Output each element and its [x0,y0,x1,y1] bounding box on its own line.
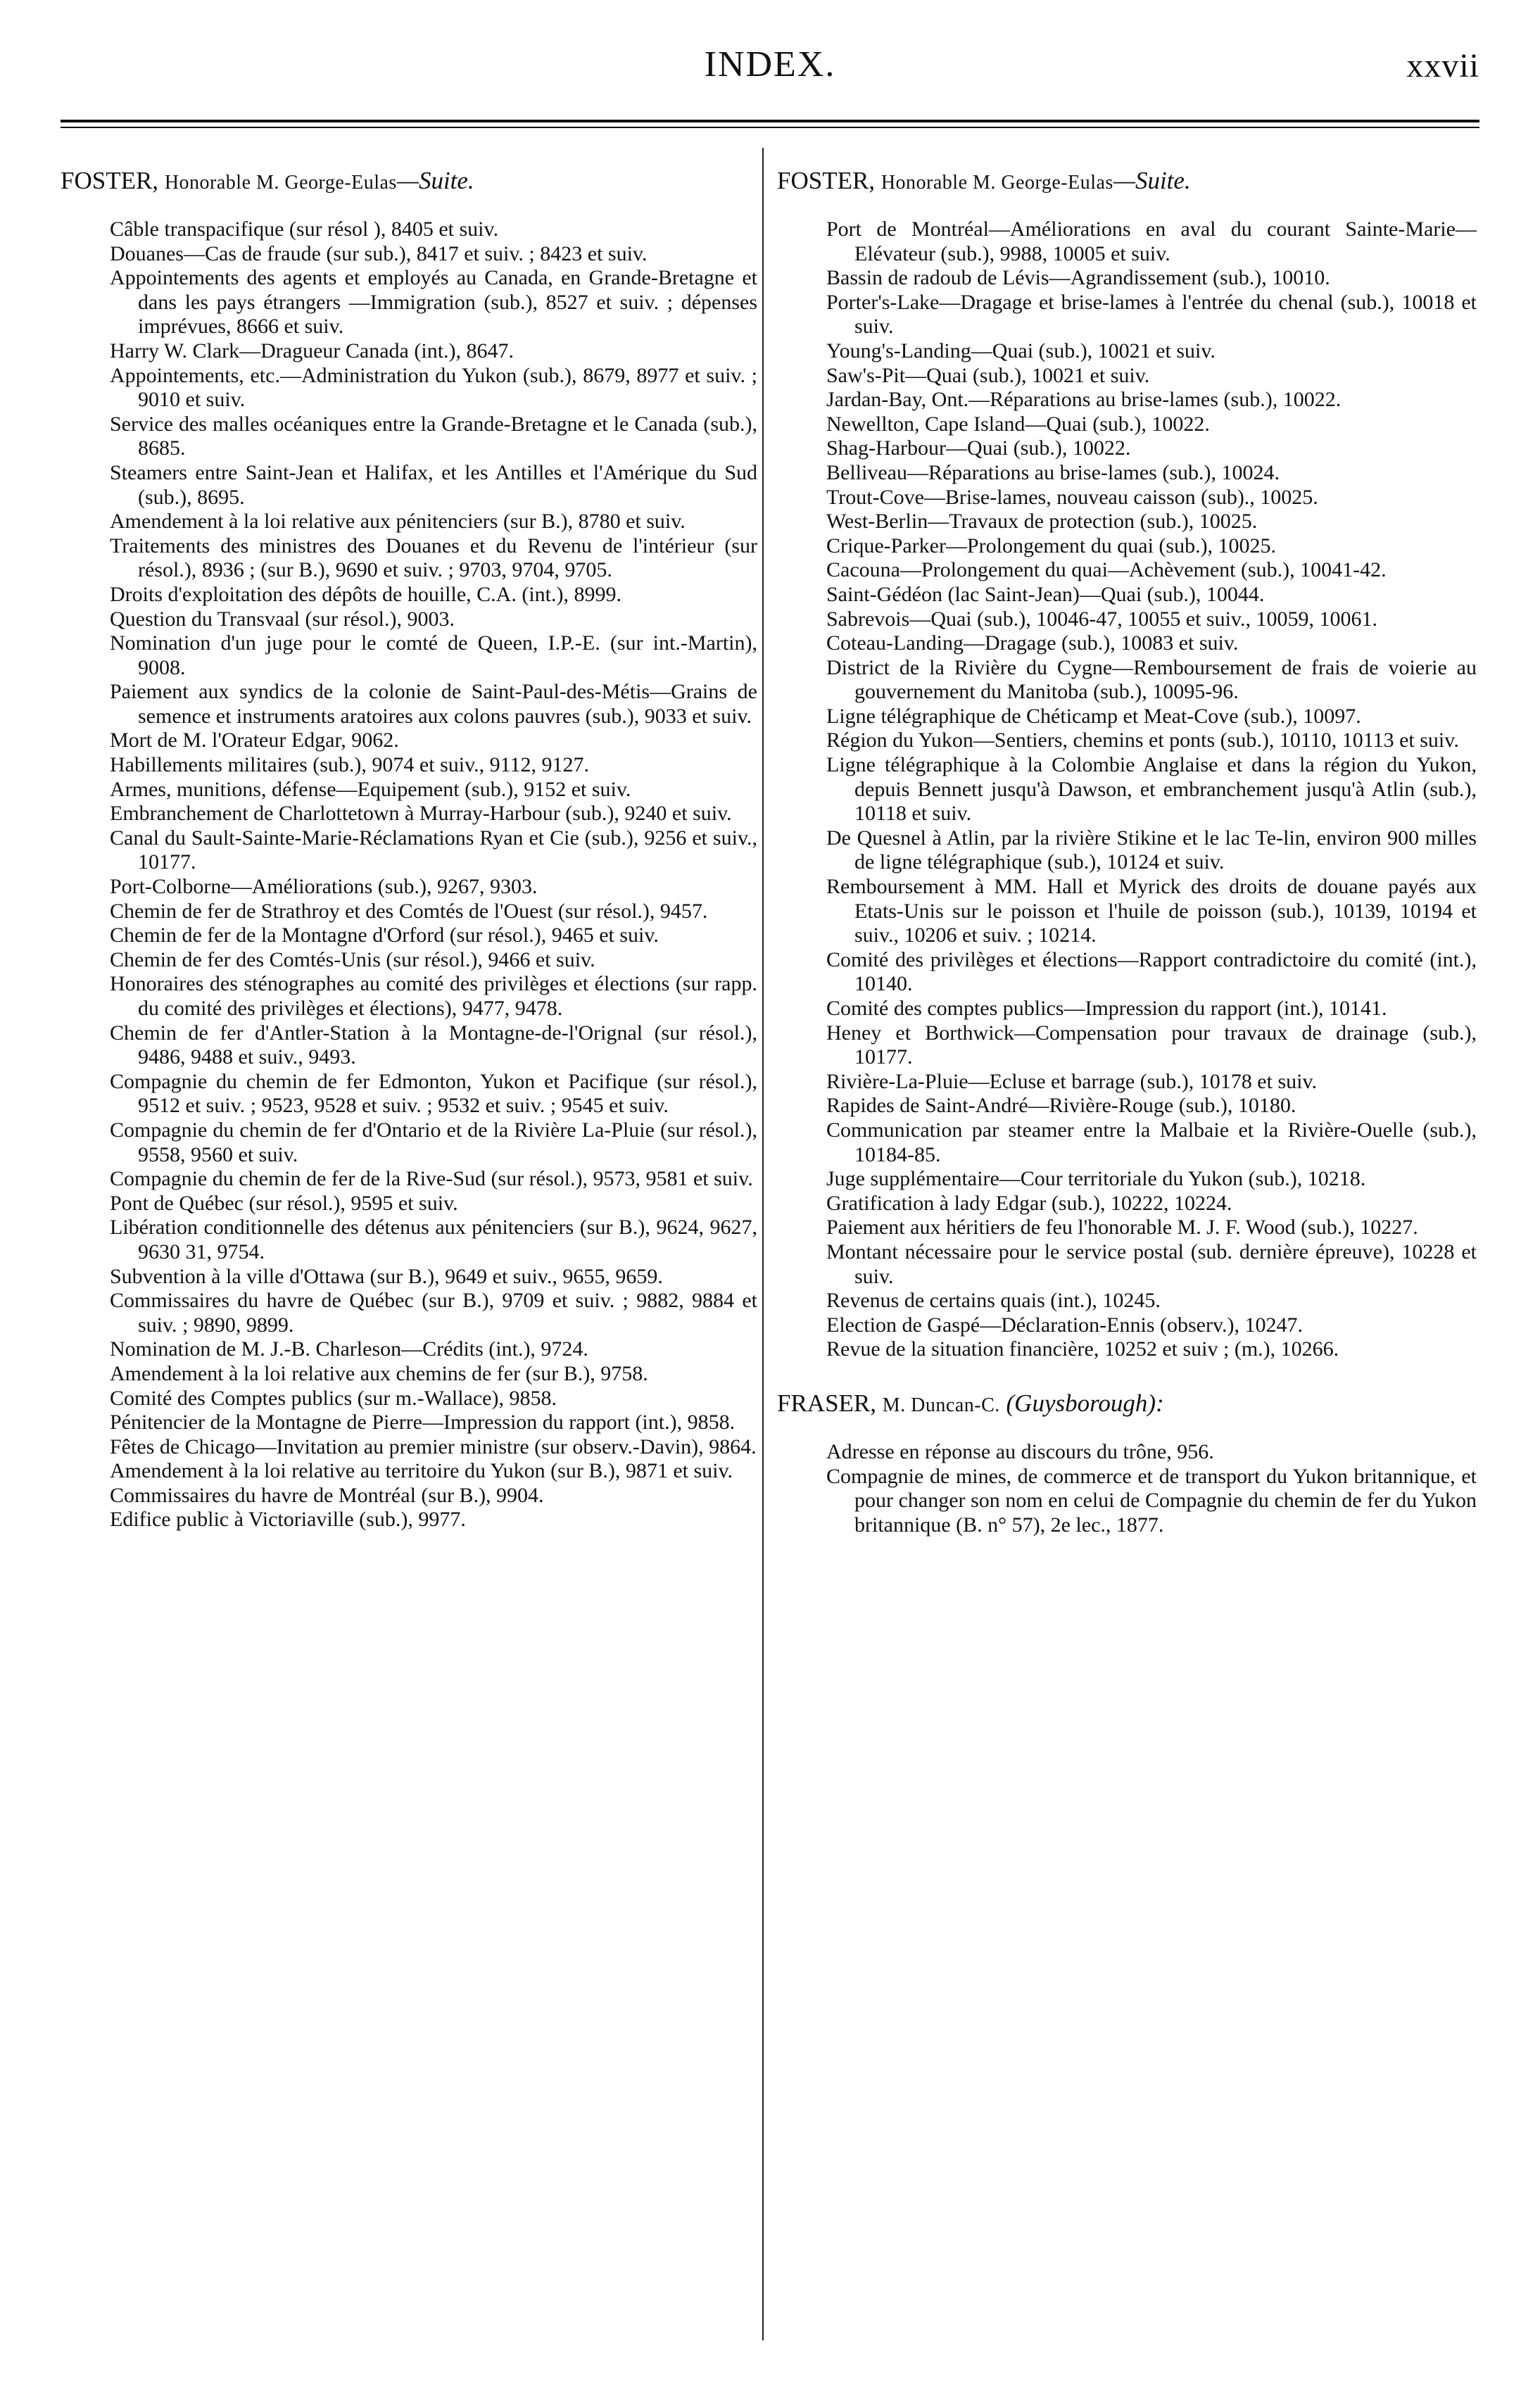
index-entry: Libération conditionnelle des détenus aux pénitenciers (sur B.), 9624, 9627, 9630 31, 9754. [110,1216,757,1263]
index-entry: Adresse en réponse au discours du trône, 956. [826,1439,1214,1463]
index-entry: Shag-Harbour—Quai (sub.), 10022. [826,436,1131,460]
index-entry: Chemin de fer d'Antler-Station à la Montagne-de-l'Orignal (sur résol.), 9486, 9488 et suiv., 9493. [110,1021,757,1069]
index-entry: Revue de la situation financière, 10252 et suiv ; (m.), 10266. [826,1337,1339,1361]
page-number: xxvii [1406,47,1479,84]
index-entry: Ligne télégraphique de Chéticamp et Meat-Cove (sub.), 10097. [826,704,1361,728]
index-entry: Porter's-Lake—Dragage et brise-lames à l'entrée du chenal (sub.), 10018 et suiv. [826,290,1477,339]
index-entry: Jardan-Bay, Ont.—Réparations au brise-lames (sub.), 10022. [826,388,1342,412]
index-entry: Nomination de M. J.-B. Charleson—Crédits (int.), 9724. [110,1337,588,1361]
index-entry: Commissaires du havre de Québec (sur B.), 9709 et suiv. ; 9882, 9884 et suiv. ; 9890, 9899. [110,1289,757,1337]
index-entry: Gratification à lady Edgar (sub.), 10222, 10224. [826,1191,1232,1215]
index-entry: Chemin de fer des Comtés-Unis (sur résol.), 9466 et suiv. [110,947,595,971]
index-entry: Droits d'exploitation des dépôts de houille, C.A. (int.), 8999. [110,582,621,606]
index-entry: Cacouna—Prolongement du quai—Achèvement (sub.), 10041-42. [826,558,1387,582]
index-entry: Trout-Cove—Brise-lames, nouveau caisson (sub)., 10025. [826,485,1318,509]
heading-honorific: Honorable M. George-Eulas [164,172,397,194]
fraser-heading [777,1389,1477,1420]
index-entry: Rapides de Saint-André—Rivière-Rouge (sub.), 10180. [826,1094,1296,1118]
index-entry: Honoraires des sténographes au comité des privilèges et élections (sur rapp. du comité des privilèges et élections), 9477, 9478. [110,972,757,1020]
index-entry: Young's-Landing—Quai (sub.), 10021 et suiv. [826,339,1216,362]
index-entry: Juge supplémentaire—Cour territoriale du Yukon (sub.), 10218. [826,1167,1366,1191]
index-entry: Revenus de certains quais (int.), 10245. [826,1289,1161,1313]
index-entry: Commissaires du havre de Montréal (sur B.), 9904. [110,1483,544,1507]
index-entry: Canal du Sault-Sainte-Marie-Réclamations Ryan et Cie (sub.), 9256 et suiv., 10177. [110,826,757,874]
heading-name: FOSTER, [61,167,159,194]
left-column-heading [61,166,757,198]
index-entry: Amendement à la loi relative au territoire du Yukon (sur B.), 9871 et suiv. [110,1459,733,1483]
index-entry: Communication par steamer entre la Malbaie et la Rivière-Ouelle (sub.), 10184-85. [826,1118,1477,1166]
index-entry: Ligne télégraphique à la Colombie Anglaise et dans la région du Yukon, depuis Bennett jusqu'à Dawson, et embranchement jusqu'à Atlin (sub.), 10118 et suiv. [826,753,1477,826]
index-entry: Crique-Parker—Prolongement du quai (sub.), 10025. [826,534,1277,557]
index-entry: Compagnie du chemin de fer de la Rive-Sud (sur résol.), 9573, 9581 et suiv. [110,1167,753,1191]
index-entry: Coteau-Landing—Dragage (sub.), 10083 et suiv. [826,631,1239,655]
heading-suffix: —Suite. [396,167,474,194]
index-entry: Traitements des ministres des Douanes et du Revenu de l'intérieur (sur résol.), 8936 ; (sur B.), 9690 et suiv. ; 9703, 9704, 9705. [110,534,757,582]
index-entry: Douanes—Cas de fraude (sur sub.), 8417 et suiv. ; 8423 et suiv. [110,241,648,265]
index-entry: Comité des Comptes publics (sur m.-Wallace), 9858. [110,1386,557,1410]
index-entry: Heney et Borthwick—Compensation pour travaux de drainage (sub.), 10177. [826,1021,1477,1069]
index-entry: District de la Rivière du Cygne—Remboursement de frais de voierie au gouvernement du Manitoba (sub.), 10095-96. [826,655,1477,704]
column-divider [762,148,764,2340]
index-entry: Armes, munitions, défense—Equipement (sub.), 9152 et suiv. [110,777,631,801]
index-entry: Mort de M. l'Orateur Edgar, 9062. [110,729,399,752]
heading-honorific: M. Duncan-C. [882,1394,1000,1416]
left-entry-list [61,217,757,1532]
index-entry: Amendement à la loi relative aux pénitenciers (sur B.), 8780 et suiv. [110,510,686,534]
index-entry: Pont de Québec (sur résol.), 9595 et suiv. [110,1191,458,1215]
index-entry: Région du Yukon—Sentiers, chemins et ponts (sub.), 10110, 10113 et suiv. [826,729,1459,752]
index-entry: Port de Montréal—Améliorations en aval du courant Sainte-Marie—Elévateur (sub.), 9988, 10005 et suiv. [826,217,1477,265]
page-header [61,44,1479,94]
index-entry: Belliveau—Réparations au brise-lames (sub.), 10024. [826,460,1280,484]
right-column [777,166,1477,1537]
index-entry: De Quesnel à Atlin, par la rivière Stikine et le lac Te-lin, environ 900 milles de ligne télégraphique (sub.), 10124 et suiv. [826,826,1477,874]
index-entry: Compagnie du chemin de fer Edmonton, Yukon et Pacifique (sur résol.), 9512 et suiv. ; 9523, 9528 et suiv. ; 9532 et suiv. ; 9545 et suiv. [110,1069,757,1118]
index-entry: West-Berlin—Travaux de protection (sub.), 10025. [826,510,1258,534]
heading-suffix: —Suite. [1113,167,1191,194]
index-entry: Service des malles océaniques entre la Grande-Bretagne et le Canada (sub.), 8685. [110,412,757,460]
index-entry: Rivière-La-Pluie—Ecluse et barrage (sub.), 10178 et suiv. [826,1069,1318,1093]
index-entry: Remboursement à MM. Hall et Myrick des droits de douane payés aux Etats-Unis sur le poisson et l'huile de poisson (sub.), 10139, 10194 et suiv., 10206 et suiv. ; 10214. [826,875,1477,947]
heading-constituency: (Guysborough): [1006,1389,1164,1417]
index-entry: Port-Colborne—Améliorations (sub.), 9267, 9303. [110,875,538,899]
index-entry: Sabrevois—Quai (sub.), 10046-47, 10055 et suiv., 10059, 10061. [826,607,1377,631]
index-entry: Compagnie du chemin de fer d'Ontario et de la Rivière La-Pluie (sur résol.), 9558, 9560 et suiv. [110,1118,757,1166]
index-entry: Embranchement de Charlottetown à Murray-Harbour (sub.), 9240 et suiv. [110,802,732,826]
section-gap [777,1362,1477,1389]
heading-honorific: Honorable M. George-Eulas [881,172,1113,194]
right-column-heading [777,166,1477,198]
index-entry: Comité des privilèges et élections—Rapport contradictoire du comité (int.), 10140. [826,947,1477,996]
index-entry: Steamers entre Saint-Jean et Halifax, et les Antilles et l'Amérique du Sud (sub.), 8695. [110,460,757,509]
index-entry: Harry W. Clark—Dragueur Canada (int.), 8647. [110,339,515,362]
index-entry: Chemin de fer de Strathroy et des Comtés de l'Ouest (sur résol.), 9457. [110,899,708,923]
index-entry: Amendement à la loi relative aux chemins de fer (sur B.), 9758. [110,1361,648,1385]
index-entry: Paiement aux syndics de la colonie de Saint-Paul-des-Métis—Grains de semence et instruments aratoires aux colons pauvres (sub.), 9033 et suiv. [110,680,757,728]
header-rule-thick [61,120,1479,122]
index-entry: Edifice public à Victoriaville (sub.), 9977. [110,1508,466,1532]
index-entry: Fêtes de Chicago—Invitation au premier ministre (sur observ.-Davin), 9864. [110,1435,757,1458]
index-entry: Appointements des agents et employés au Canada, en Grande-Bretagne et dans les pays étrangers —Immigration (sub.), 8527 et suiv. ; dépenses imprévues, 8666 et suiv. [110,266,757,339]
index-entry: Habillements militaires (sub.), 9074 et suiv., 9112, 9127. [110,753,590,777]
index-entry: Question du Transvaal (sur résol.), 9003. [110,607,455,631]
heading-name: FRASER, [777,1389,877,1417]
index-entry: Compagnie de mines, de commerce et de transport du Yukon britannique, et pour changer son nom en celui de Compagnie du chemin de fer du Yukon britannique (B. n° 57), 2e lec., 1877. [826,1464,1477,1537]
index-entry: Comité des comptes publics—Impression du rapport (int.), 10141. [826,997,1387,1020]
left-column [61,166,757,1532]
index-entry: Chemin de fer de la Montagne d'Orford (sur résol.), 9465 et suiv. [110,923,659,947]
page-title: INDEX. [704,44,836,84]
index-entry: Pénitencier de la Montagne de Pierre—Impression du rapport (int.), 9858. [110,1411,736,1435]
fraser-entry-list [777,1440,1477,1537]
index-entry: Subvention à la ville d'Ottawa (sur B.), 9649 et suiv., 9655, 9659. [110,1264,663,1288]
right-entry-list [777,217,1477,1362]
heading-name: FOSTER, [777,167,876,194]
index-entry: Newellton, Cape Island—Quai (sub.), 10022. [826,412,1210,436]
header-rule-thin [61,127,1479,128]
index-entry: Appointements, etc.—Administration du Yukon (sub.), 8679, 8977 et suiv. ; 9010 et suiv. [110,363,757,412]
index-entry: Montant nécessaire pour le service postal (sub. dernière épreuve), 10228 et suiv. [826,1240,1477,1288]
index-entry: Paiement aux héritiers de feu l'honorable M. J. F. Wood (sub.), 10227. [826,1216,1418,1240]
index-entry: Saint-Gédéon (lac Saint-Jean)—Quai (sub.), 10044. [826,582,1265,606]
index-entry: Bassin de radoub de Lévis—Agrandissement (sub.), 10010. [826,266,1330,290]
index-entry: Election de Gaspé—Déclaration-Ennis (observ.), 10247. [826,1313,1304,1337]
index-entry: Nomination d'un juge pour le comté de Queen, I.P.-E. (sur int.-Martin), 9008. [110,631,757,679]
index-entry: Câble transpacifique (sur résol ), 8405 et suiv. [110,217,499,241]
index-entry: Saw's-Pit—Quai (sub.), 10021 et suiv. [826,363,1150,387]
